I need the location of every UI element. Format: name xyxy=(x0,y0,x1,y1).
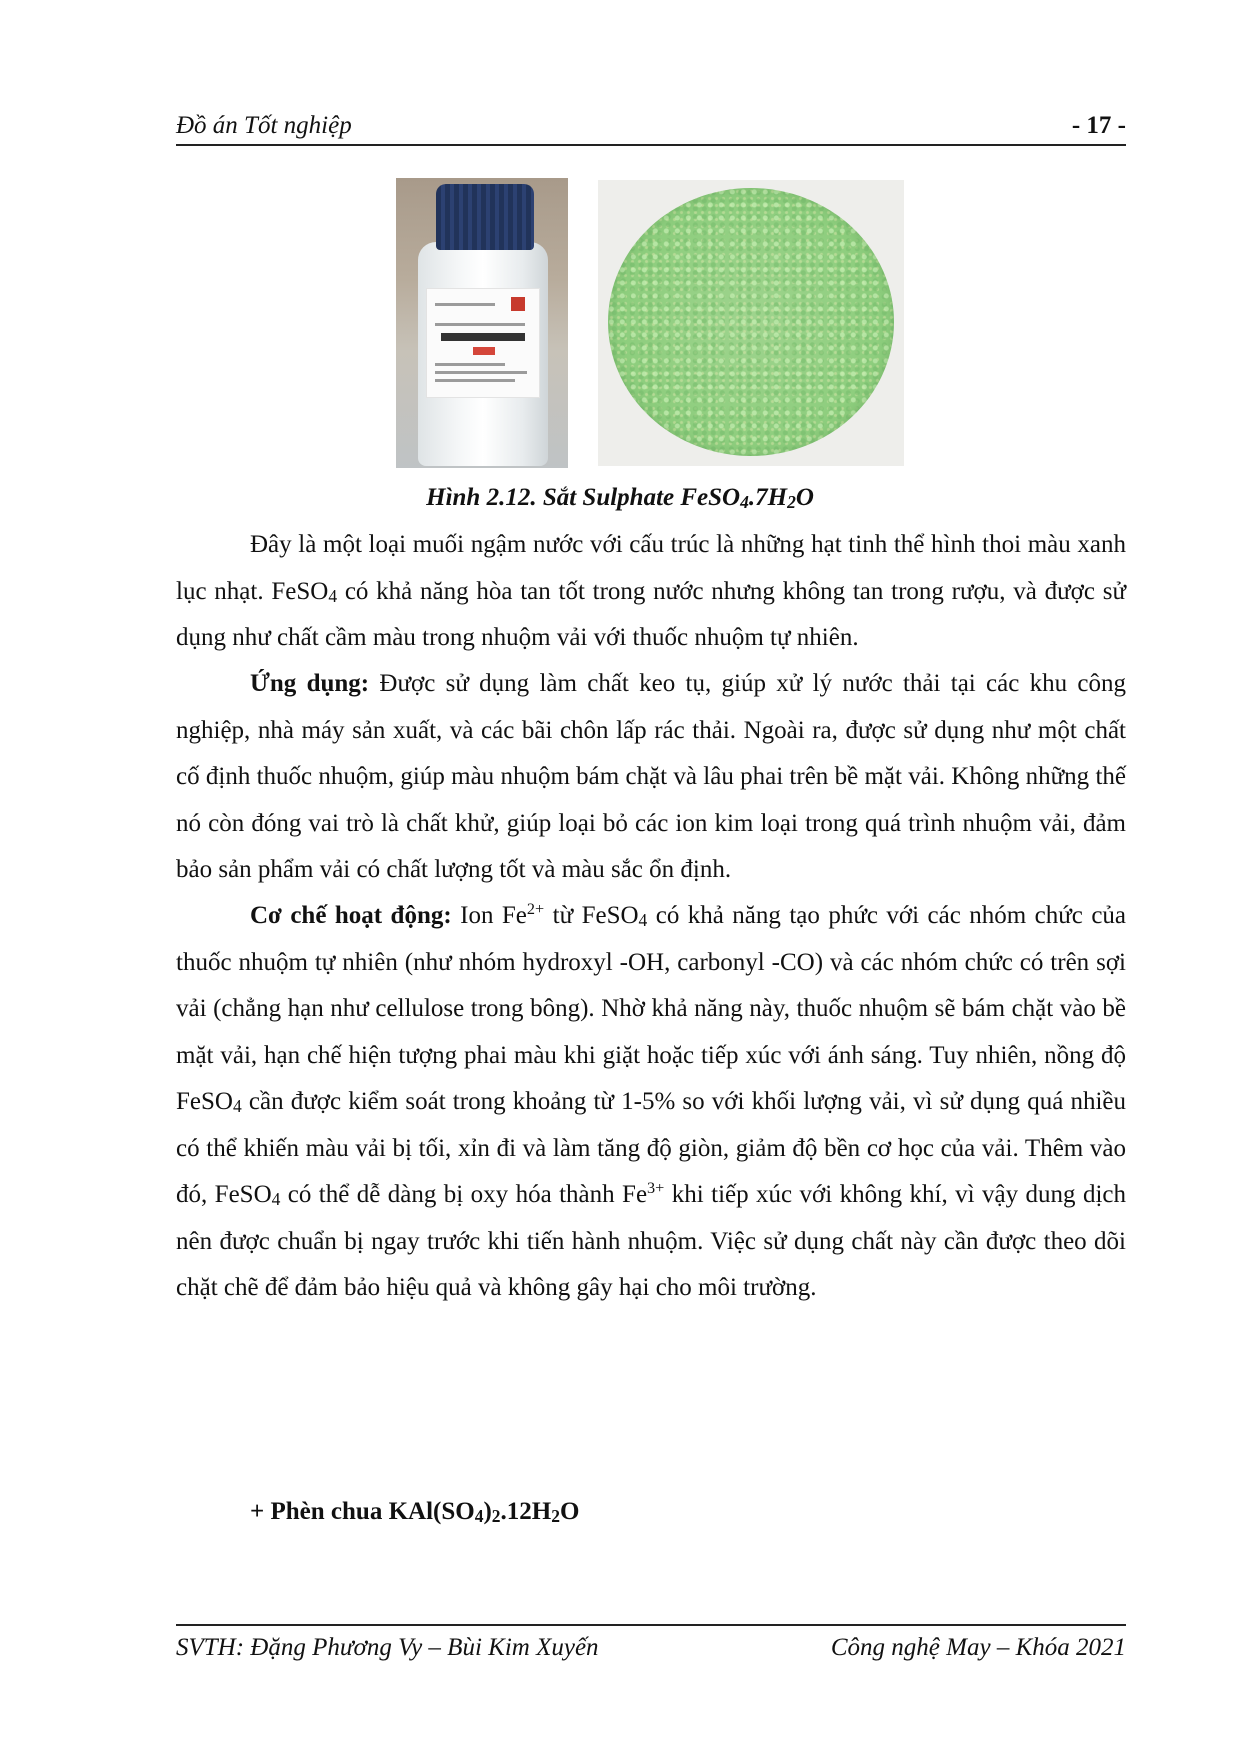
label-badge xyxy=(473,347,495,355)
header-title: Đồ án Tốt nghiệp xyxy=(176,112,352,139)
green-crystals xyxy=(608,188,894,456)
alum-heading: + Phèn chua KAl(SO4)2.12H2O xyxy=(250,1498,580,1527)
paragraph-applications: Ứng dụng: Được sử dụng làm chất keo tụ, giúp xử lý nước thải tại các khu công nghiệp, nhà máy sản xuất, và các bãi chôn lấp rác thải. Ngoài ra, được sử dụng như một chất cố định thuốc nhuộm, giúp màu nhuộm bám chặt và lâu phai trên bề mặt vải. Không những thế nó còn đóng vai trò là chất khử, giúp loại bỏ các ion kim loại trong quá trình nhuộm vải, đảm bảo sản phẩm vải có chất lượng tốt và màu sắc ổn định. xyxy=(176,670,1126,883)
label-chinese-text xyxy=(441,333,525,341)
page-footer xyxy=(176,1624,1126,1666)
crystal-dish-photo xyxy=(598,180,904,466)
figure xyxy=(0,178,1240,468)
paragraph-description: Đây là một loại muối ngậm nước với cấu trúc là những hạt tinh thể hình thoi màu xanh lục nhạt. FeSO4 có khả năng hòa tan tốt trong nước nhưng không tan trong rượu, và được sử dụng như chất cầm màu trong nhuộm vải với thuốc nhuộm tự nhiên. xyxy=(176,531,1127,651)
bottle-cap xyxy=(436,184,534,250)
mechanism-label: Cơ chế hoạt động: xyxy=(250,902,452,929)
footer-course: Công nghệ May – Khóa 2021 xyxy=(830,1634,1126,1661)
applications-label: Ứng dụng: xyxy=(250,670,370,697)
bottle-photo xyxy=(396,178,568,468)
bottle-label xyxy=(426,288,540,398)
footer-authors: SVTH: Đặng Phương Vy – Bùi Kim Xuyến xyxy=(176,1634,599,1661)
figure-caption: Hình 2.12. Sắt Sulphate FeSO4.7H2O xyxy=(426,484,814,513)
page-header xyxy=(176,108,1126,146)
paragraph-mechanism: Cơ chế hoạt động: Ion $Fe^{2+}$ từ FeSO4 có khả năng tạo phức với các nhóm chức của thuốc nhuộm tự nhiên (như nhóm hydroxyl -OH, carbonyl -CO) và các nhóm chức có trên sợi vải (chẳng hạn như cellulose trong bông). Nhờ khả năng này, thuốc nhuộm sẽ bám chặt vào bề mặt vải, hạn chế hiện tượng phai màu khi giặt hoặc tiếp xúc với ánh sáng. Tuy nhiên, nồng độ FeSO4 cần được kiểm soát trong khoảng từ 1-5% so với khối lượng vải, vì sử dụng quá nhiều có thể khiến màu vải bị tối, xỉn đi và làm tăng độ giòn, giảm độ bền cơ học của vải. Thêm vào đó, FeSO4 có thể dễ dàng bị oxy hóa thành $Fe^{3+}$ khi tiếp xúc với không khí, vì vậy dung dịch nên được chuẩn bị ngay trước khi tiến hành nhuộm. Việc sử dụng chất này cần được theo dõi chặt chẽ để đảm bảo hiệu quả và không gây hại cho môi trường. xyxy=(176,900,1127,1301)
page-number: - 17 - xyxy=(1071,112,1126,139)
